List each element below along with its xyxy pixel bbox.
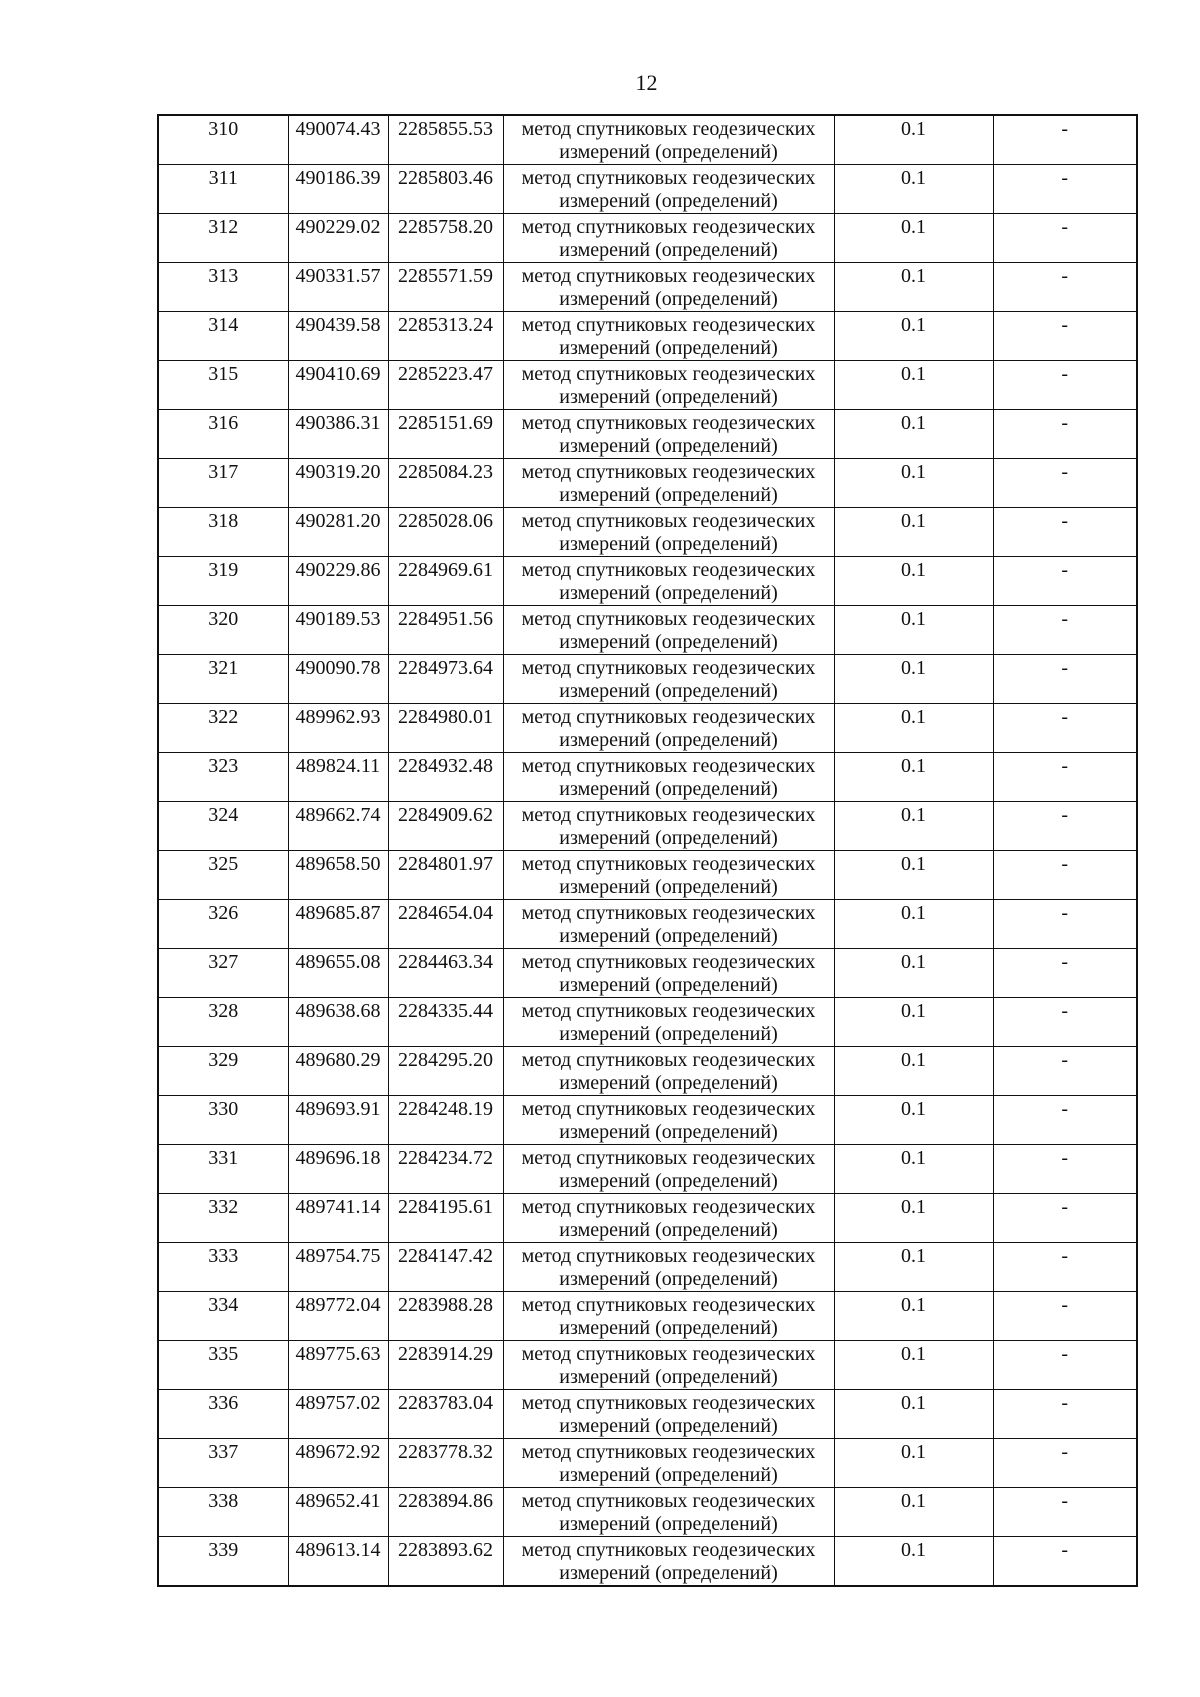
x-coordinate-cell: 490331.57 [288,263,388,312]
method-cell: метод спутниковых геодезических измерений (определений) [503,312,834,361]
x-coordinate-cell: 489613.14 [288,1537,388,1587]
accuracy-cell: 0.1 [834,1145,993,1194]
note-cell: - [993,361,1137,410]
accuracy-cell: 0.1 [834,214,993,263]
table-row [158,998,1137,1047]
point-number-cell: 320 [158,606,288,655]
y-coordinate-cell: 2284147.42 [388,1243,503,1292]
x-coordinate-cell: 490410.69 [288,361,388,410]
x-coordinate-cell: 489772.04 [288,1292,388,1341]
table-row [158,115,1137,165]
y-coordinate-cell: 2284195.61 [388,1194,503,1243]
y-coordinate-cell: 2284909.62 [388,802,503,851]
note-cell: - [993,410,1137,459]
method-cell: метод спутниковых геодезических измерений (определений) [503,1047,834,1096]
point-number-cell: 336 [158,1390,288,1439]
table-body [158,115,1137,1586]
table-row [158,655,1137,704]
method-cell: метод спутниковых геодезических измерений (определений) [503,1096,834,1145]
method-cell: метод спутниковых геодезических измерений (определений) [503,1390,834,1439]
accuracy-cell: 0.1 [834,655,993,704]
table-row [158,606,1137,655]
x-coordinate-cell: 489824.11 [288,753,388,802]
y-coordinate-cell: 2285855.53 [388,115,503,165]
method-cell: метод спутниковых геодезических измерений (определений) [503,1292,834,1341]
accuracy-cell: 0.1 [834,851,993,900]
method-cell: метод спутниковых геодезических измерений (определений) [503,802,834,851]
table-row [158,410,1137,459]
point-number-cell: 332 [158,1194,288,1243]
x-coordinate-cell: 489655.08 [288,949,388,998]
y-coordinate-cell: 2283894.86 [388,1488,503,1537]
y-coordinate-cell: 2284932.48 [388,753,503,802]
x-coordinate-cell: 489741.14 [288,1194,388,1243]
point-number-cell: 330 [158,1096,288,1145]
accuracy-cell: 0.1 [834,949,993,998]
table-row [158,1390,1137,1439]
method-cell: метод спутниковых геодезических измерений (определений) [503,115,834,165]
accuracy-cell: 0.1 [834,704,993,753]
point-number-cell: 333 [158,1243,288,1292]
note-cell: - [993,165,1137,214]
x-coordinate-cell: 489652.41 [288,1488,388,1537]
y-coordinate-cell: 2284973.64 [388,655,503,704]
point-number-cell: 328 [158,998,288,1047]
x-coordinate-cell: 490090.78 [288,655,388,704]
table-row [158,263,1137,312]
table-row [158,1537,1137,1587]
point-number-cell: 326 [158,900,288,949]
accuracy-cell: 0.1 [834,263,993,312]
y-coordinate-cell: 2284951.56 [388,606,503,655]
page-number: 12 [635,70,658,95]
y-coordinate-cell: 2285803.46 [388,165,503,214]
note-cell: - [993,1243,1137,1292]
point-number-cell: 310 [158,115,288,165]
point-number-cell: 329 [158,1047,288,1096]
note-cell: - [993,459,1137,508]
accuracy-cell: 0.1 [834,1292,993,1341]
accuracy-cell: 0.1 [834,361,993,410]
x-coordinate-cell: 490281.20 [288,508,388,557]
note-cell: - [993,753,1137,802]
y-coordinate-cell: 2285571.59 [388,263,503,312]
y-coordinate-cell: 2284969.61 [388,557,503,606]
table-row [158,949,1137,998]
x-coordinate-cell: 489685.87 [288,900,388,949]
y-coordinate-cell: 2283893.62 [388,1537,503,1587]
y-coordinate-cell: 2283778.32 [388,1439,503,1488]
x-coordinate-cell: 489775.63 [288,1341,388,1390]
method-cell: метод спутниковых геодезических измерений (определений) [503,1243,834,1292]
accuracy-cell: 0.1 [834,753,993,802]
point-number-cell: 339 [158,1537,288,1587]
note-cell: - [993,1145,1137,1194]
point-number-cell: 321 [158,655,288,704]
accuracy-cell: 0.1 [834,900,993,949]
method-cell: метод спутниковых геодезических измерений (определений) [503,704,834,753]
accuracy-cell: 0.1 [834,1439,993,1488]
y-coordinate-cell: 2284234.72 [388,1145,503,1194]
accuracy-cell: 0.1 [834,410,993,459]
table-row [158,1439,1137,1488]
y-coordinate-cell: 2285084.23 [388,459,503,508]
method-cell: метод спутниковых геодезических измерений (определений) [503,949,834,998]
table-row [158,508,1137,557]
table-row [158,1488,1137,1537]
y-coordinate-cell: 2284801.97 [388,851,503,900]
accuracy-cell: 0.1 [834,459,993,508]
x-coordinate-cell: 489757.02 [288,1390,388,1439]
x-coordinate-cell: 489672.92 [288,1439,388,1488]
note-cell: - [993,1439,1137,1488]
x-coordinate-cell: 489638.68 [288,998,388,1047]
point-number-cell: 324 [158,802,288,851]
table-row [158,557,1137,606]
x-coordinate-cell: 490189.53 [288,606,388,655]
point-number-cell: 316 [158,410,288,459]
point-number-cell: 317 [158,459,288,508]
accuracy-cell: 0.1 [834,1096,993,1145]
method-cell: метод спутниковых геодезических измерений (определений) [503,508,834,557]
note-cell: - [993,900,1137,949]
point-number-cell: 331 [158,1145,288,1194]
accuracy-cell: 0.1 [834,802,993,851]
method-cell: метод спутниковых геодезических измерений (определений) [503,165,834,214]
table-row [158,459,1137,508]
table-row [158,753,1137,802]
accuracy-cell: 0.1 [834,312,993,361]
point-number-cell: 312 [158,214,288,263]
x-coordinate-cell: 489962.93 [288,704,388,753]
method-cell: метод спутниковых геодезических измерений (определений) [503,606,834,655]
method-cell: метод спутниковых геодезических измерений (определений) [503,214,834,263]
table-row [158,704,1137,753]
table-row [158,1243,1137,1292]
point-number-cell: 337 [158,1439,288,1488]
point-number-cell: 311 [158,165,288,214]
accuracy-cell: 0.1 [834,606,993,655]
method-cell: метод спутниковых геодезических измерений (определений) [503,655,834,704]
x-coordinate-cell: 490386.31 [288,410,388,459]
note-cell: - [993,1292,1137,1341]
method-cell: метод спутниковых геодезических измерений (определений) [503,1439,834,1488]
method-cell: метод спутниковых геодезических измерений (определений) [503,1145,834,1194]
note-cell: - [993,802,1137,851]
table-row [158,851,1137,900]
x-coordinate-cell: 490229.02 [288,214,388,263]
table-row [158,361,1137,410]
y-coordinate-cell: 2283988.28 [388,1292,503,1341]
method-cell: метод спутниковых геодезических измерений (определений) [503,410,834,459]
accuracy-cell: 0.1 [834,1243,993,1292]
y-coordinate-cell: 2283783.04 [388,1390,503,1439]
y-coordinate-cell: 2285223.47 [388,361,503,410]
point-number-cell: 319 [158,557,288,606]
coordinates-table [157,114,1138,1587]
point-number-cell: 322 [158,704,288,753]
note-cell: - [993,115,1137,165]
method-cell: метод спутниковых геодезических измерений (определений) [503,1341,834,1390]
note-cell: - [993,1537,1137,1587]
x-coordinate-cell: 489662.74 [288,802,388,851]
note-cell: - [993,1194,1137,1243]
y-coordinate-cell: 2283914.29 [388,1341,503,1390]
accuracy-cell: 0.1 [834,1047,993,1096]
note-cell: - [993,704,1137,753]
x-coordinate-cell: 490439.58 [288,312,388,361]
note-cell: - [993,851,1137,900]
table-row [158,1341,1137,1390]
point-number-cell: 318 [158,508,288,557]
x-coordinate-cell: 490186.39 [288,165,388,214]
method-cell: метод спутниковых геодезических измерений (определений) [503,459,834,508]
method-cell: метод спутниковых геодезических измерений (определений) [503,753,834,802]
y-coordinate-cell: 2285151.69 [388,410,503,459]
accuracy-cell: 0.1 [834,508,993,557]
note-cell: - [993,1341,1137,1390]
accuracy-cell: 0.1 [834,1390,993,1439]
method-cell: метод спутниковых геодезических измерений (определений) [503,263,834,312]
accuracy-cell: 0.1 [834,1488,993,1537]
method-cell: метод спутниковых геодезических измерений (определений) [503,998,834,1047]
accuracy-cell: 0.1 [834,165,993,214]
accuracy-cell: 0.1 [834,1537,993,1587]
accuracy-cell: 0.1 [834,557,993,606]
accuracy-cell: 0.1 [834,1194,993,1243]
x-coordinate-cell: 490229.86 [288,557,388,606]
table-row [158,1145,1137,1194]
point-number-cell: 335 [158,1341,288,1390]
note-cell: - [993,949,1137,998]
note-cell: - [993,1047,1137,1096]
table-row [158,1096,1137,1145]
method-cell: метод спутниковых геодезических измерений (определений) [503,557,834,606]
method-cell: метод спутниковых геодезических измерений (определений) [503,900,834,949]
note-cell: - [993,214,1137,263]
method-cell: метод спутниковых геодезических измерений (определений) [503,361,834,410]
note-cell: - [993,1096,1137,1145]
point-number-cell: 315 [158,361,288,410]
x-coordinate-cell: 489680.29 [288,1047,388,1096]
y-coordinate-cell: 2285028.06 [388,508,503,557]
method-cell: метод спутниковых геодезических измерений (определений) [503,1537,834,1587]
point-number-cell: 327 [158,949,288,998]
table-row [158,1047,1137,1096]
point-number-cell: 338 [158,1488,288,1537]
point-number-cell: 325 [158,851,288,900]
accuracy-cell: 0.1 [834,998,993,1047]
y-coordinate-cell: 2284295.20 [388,1047,503,1096]
y-coordinate-cell: 2285313.24 [388,312,503,361]
note-cell: - [993,1488,1137,1537]
point-number-cell: 334 [158,1292,288,1341]
note-cell: - [993,312,1137,361]
method-cell: метод спутниковых геодезических измерений (определений) [503,1194,834,1243]
note-cell: - [993,998,1137,1047]
note-cell: - [993,557,1137,606]
y-coordinate-cell: 2284654.04 [388,900,503,949]
point-number-cell: 314 [158,312,288,361]
y-coordinate-cell: 2284248.19 [388,1096,503,1145]
table-row [158,1194,1137,1243]
x-coordinate-cell: 489693.91 [288,1096,388,1145]
method-cell: метод спутниковых геодезических измерений (определений) [503,1488,834,1537]
y-coordinate-cell: 2284335.44 [388,998,503,1047]
accuracy-cell: 0.1 [834,1341,993,1390]
x-coordinate-cell: 490074.43 [288,115,388,165]
table-row [158,802,1137,851]
y-coordinate-cell: 2285758.20 [388,214,503,263]
x-coordinate-cell: 490319.20 [288,459,388,508]
point-number-cell: 313 [158,263,288,312]
method-cell: метод спутниковых геодезических измерений (определений) [503,851,834,900]
note-cell: - [993,606,1137,655]
x-coordinate-cell: 489754.75 [288,1243,388,1292]
point-number-cell: 323 [158,753,288,802]
note-cell: - [993,1390,1137,1439]
table-row [158,1292,1137,1341]
accuracy-cell: 0.1 [834,115,993,165]
table-row [158,214,1137,263]
table-row [158,165,1137,214]
x-coordinate-cell: 489696.18 [288,1145,388,1194]
note-cell: - [993,508,1137,557]
y-coordinate-cell: 2284463.34 [388,949,503,998]
note-cell: - [993,263,1137,312]
table-row [158,900,1137,949]
note-cell: - [993,655,1137,704]
table-row [158,312,1137,361]
y-coordinate-cell: 2284980.01 [388,704,503,753]
x-coordinate-cell: 489658.50 [288,851,388,900]
